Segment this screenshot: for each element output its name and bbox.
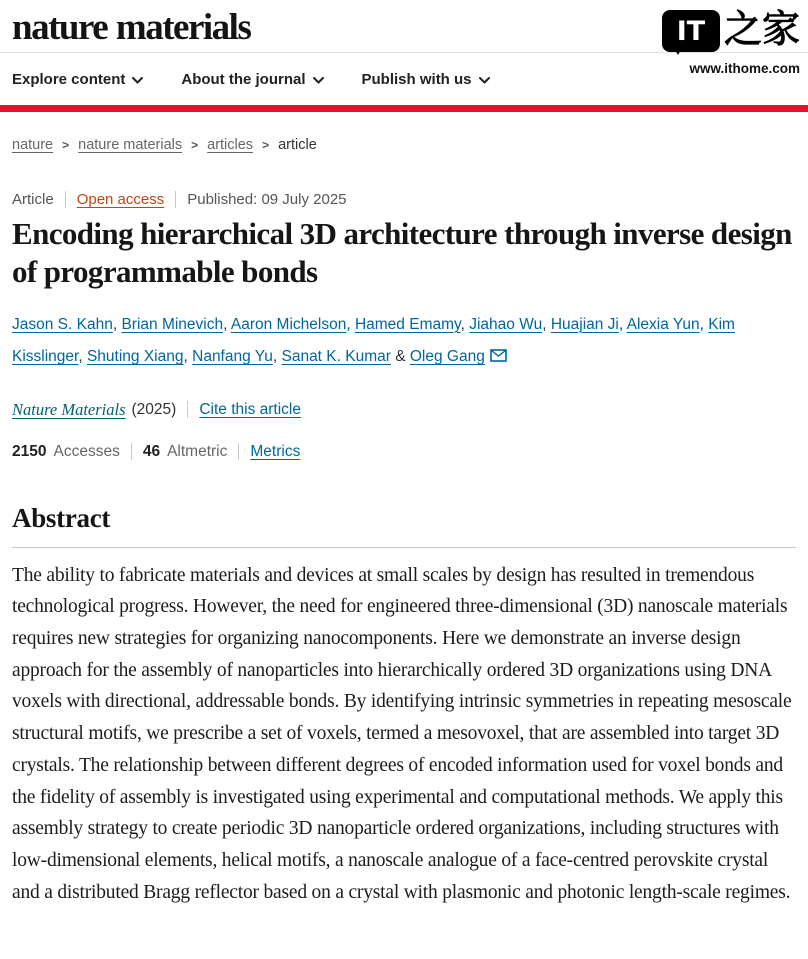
altmetric-count: 46 (142, 442, 161, 460)
accent-red-bar (0, 105, 808, 112)
cite-this-article-link[interactable]: Cite this article (199, 400, 301, 418)
author-link[interactable]: Hamed Emamy (354, 315, 461, 333)
author-link[interactable]: Huajian Ji (550, 315, 619, 333)
author-link[interactable]: Kim Kisslinger (12, 315, 735, 366)
open-access-link[interactable]: Open access (76, 191, 165, 208)
journal-year: (2025) (131, 400, 177, 418)
separator (131, 443, 132, 460)
journal-line (12, 400, 796, 420)
breadcrumb-separator: > (62, 138, 70, 152)
altmetric-label: Altmetric (167, 442, 228, 460)
nav-item-publish-with-us[interactable] (362, 71, 490, 88)
article-title: Encoding hierarchical 3D architecture through inverse design of programmable bonds (12, 216, 792, 289)
journal-logo[interactable]: nature materials (12, 7, 251, 48)
breadcrumb (12, 137, 796, 153)
ithome-url: www.ithome.com (689, 61, 800, 76)
author-separator: , (618, 315, 627, 333)
chevron-down-icon (313, 77, 324, 84)
author-separator: , (183, 348, 193, 366)
nav-item-label: Explore content (12, 70, 126, 88)
article-page (0, 137, 808, 908)
abstract-heading: Abstract (12, 502, 111, 533)
published-date: Published: 09 July 2025 (187, 191, 347, 208)
author-link[interactable]: Sanat K. Kumar (281, 348, 391, 366)
author-link[interactable]: Shuting Xiang (86, 348, 184, 366)
article-type-label: Article (12, 191, 54, 208)
breadcrumb-separator: > (262, 138, 270, 152)
author-link[interactable]: Oleg Gang (409, 348, 485, 366)
journal-name-link[interactable]: Nature Materials (12, 399, 126, 419)
ithome-logo-icon (662, 10, 720, 52)
chevron-down-icon (132, 77, 143, 84)
author-conjunction: & (390, 348, 410, 366)
separator (187, 401, 188, 418)
accesses-label: Accesses (53, 442, 120, 460)
separator (175, 191, 176, 208)
metrics-row (12, 443, 796, 461)
author-list (12, 309, 792, 374)
chevron-down-icon (479, 77, 490, 84)
ithome-logo-cjk: 之家 (723, 7, 800, 51)
author-link[interactable]: Alexia Yun (626, 315, 700, 333)
breadcrumb-item-nature-materials[interactable]: nature materials (78, 137, 183, 153)
abstract-divider (12, 547, 796, 548)
nav-item-about-the-journal[interactable] (181, 71, 323, 88)
author-separator: , (542, 315, 551, 333)
author-link[interactable]: Jason S. Kahn (12, 315, 113, 333)
author-separator: , (112, 315, 122, 333)
author-link[interactable]: Aaron Michelson (230, 315, 347, 333)
author-link[interactable]: Brian Minevich (121, 315, 224, 333)
author-separator: , (346, 315, 355, 333)
separator (238, 443, 239, 460)
ithome-logo-text: IT (676, 15, 706, 47)
author-separator: , (78, 348, 87, 366)
breadcrumb-item-article: article (278, 137, 317, 153)
abstract-text: The ability to fabricate materials and devices at small scales by design has resulted in tremendous technological progress. However, the need for engineered three-dimensional (3D) nanoscale materials requires new strategies for organizing nanocomponents. Here we demonstrate an inverse design approach for the assembly of nanoparticles into hierarchically ordered 3D organizations using DNA voxels with directional, addressable bonds. By identifying intrinsic symmetries in repeating mesoscale structural motifs, we prescribe a set of voxels, termed a mesovoxel, that are assembled into target 3D crystals. The relationship between different degrees of encoded information used for voxel bonds and the fidelity of assembly is investigated using experimental and computational methods. We apply this assembly strategy to create periodic 3D nanoparticle ordered organizations, including structures with low-dimensional elements, helical motifs, a nanoscale analogue of a face-centred perovskite crystal and a distributed Bragg reflector based on a crystal with plasmonic and photonic length-scale regimes. (12, 564, 792, 903)
breadcrumb-separator: > (191, 138, 199, 152)
nav-item-label: Publish with us (361, 70, 472, 88)
article-meta (12, 191, 796, 208)
nav-item-label: About the journal (181, 70, 306, 88)
email-envelope-icon[interactable] (490, 349, 507, 362)
breadcrumb-item-nature[interactable]: nature (12, 137, 54, 153)
ithome-watermark (662, 7, 800, 76)
author-link[interactable]: Jiahao Wu (469, 315, 543, 333)
author-separator: , (699, 315, 709, 333)
nav-item-explore-content[interactable] (12, 71, 143, 88)
author-separator: , (272, 348, 282, 366)
breadcrumb-item-articles[interactable]: articles (207, 137, 254, 153)
metrics-link[interactable]: Metrics (250, 442, 301, 460)
author-separator: , (460, 315, 470, 333)
author-link[interactable]: Nanfang Yu (192, 348, 273, 366)
author-separator: , (223, 315, 231, 333)
accesses-count: 2150 (12, 442, 47, 460)
separator (65, 191, 66, 208)
